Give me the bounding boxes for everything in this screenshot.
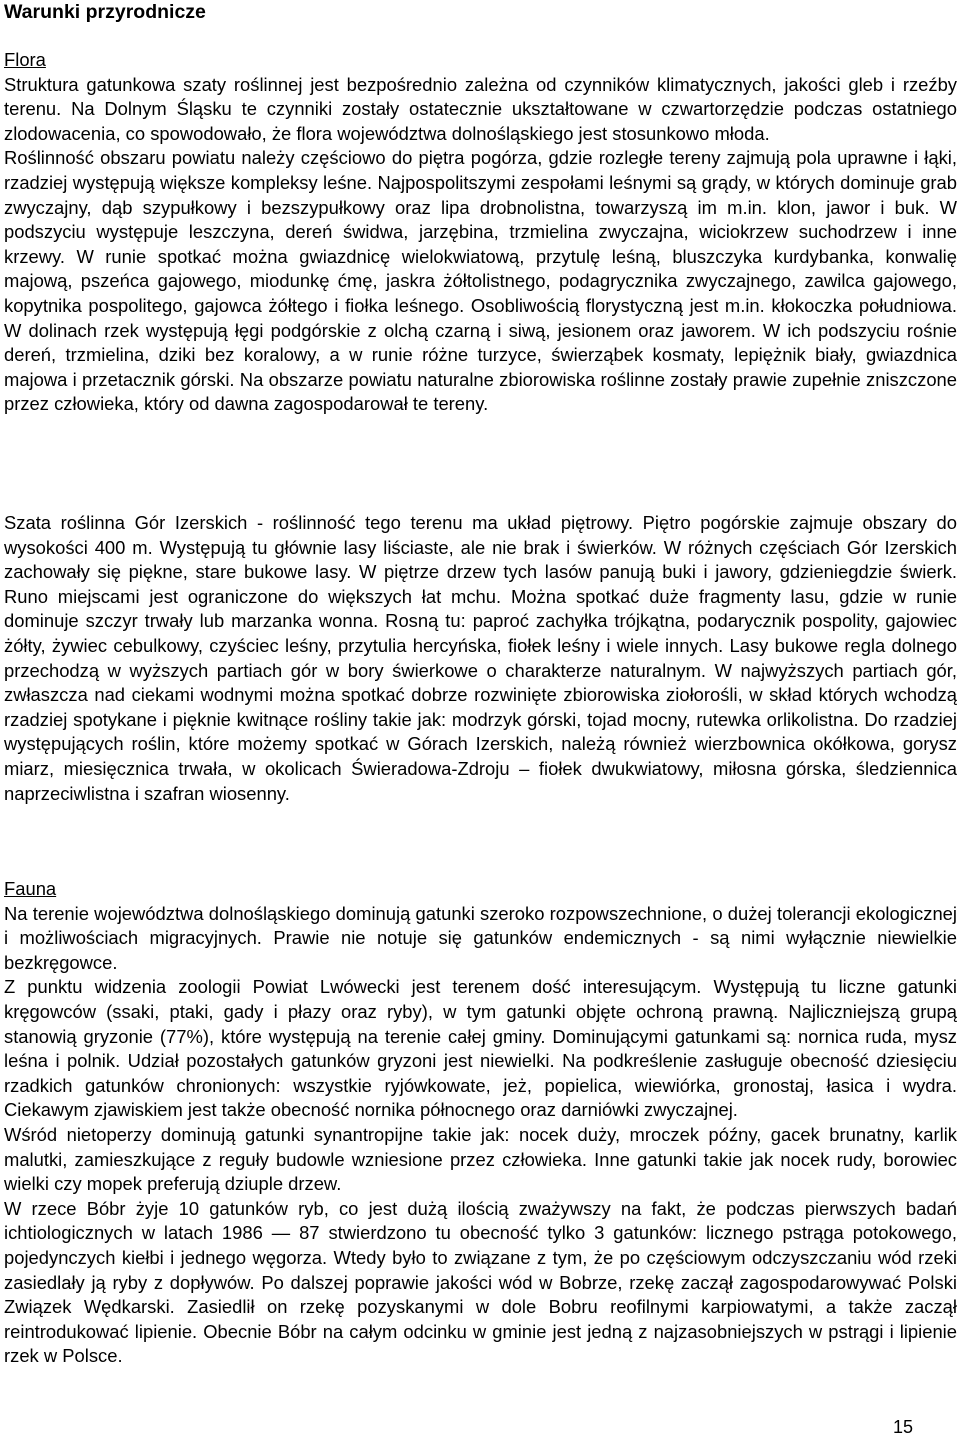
fauna-paragraph-3: Wśród nietoperzy dominują gatunki synantropijne takie jak: nocek duży, mroczek późny, gacek brunatny, karlik malutki, zamieszkujące z reguły budowle wzniesione przez człowieka. Inne gatunki takie jak nocek rudy, borowiec wielki czy mopek preferują dziuple drzew. <box>4 1123 957 1195</box>
fauna-heading: Fauna <box>4 878 57 899</box>
fauna-section <box>4 877 957 1369</box>
page-title: Warunki przyrodnicze <box>4 1 206 23</box>
flora-section <box>4 48 957 417</box>
page-number: 15 <box>893 1417 914 1437</box>
flora-paragraph-1: Struktura gatunkowa szaty roślinnej jest bezpośrednio zależna od czynników klimatycznych, jakości gleb i rzeźby terenu. Na Dolnym Śląsku te czynniki zostały ostatecznie ukształtowane w czwartorzędzie podczas ostatniego zlodowacenia, co spowodowało, że flora województwa dolnośląskiego jest stosunkowo młoda. <box>4 73 957 144</box>
flora-heading: Flora <box>4 49 46 70</box>
fauna-paragraph-1: Na terenie województwa dolnośląskiego dominują gatunki szeroko rozpowszechnione, o dużej tolerancji ekologicznej i możliwościach migracyjnych. Prawie nie notuje się gatunków endemicznych - są nimi wyłącznie niewielkie bezkręgowce. <box>4 902 957 973</box>
flora-paragraph-3: Szata roślinna Gór Izerskich - roślinność tego terenu ma układ piętrowy. Piętro pogórskie zajmuje obszary do wysokości 400 m. Występują tu głównie lasy liściaste, ale nie brak i świerków. W różnych częściach Gór Izerskich zachowały się piękne, stare bukowe lasy. W piętrze drzew tych lasów panują buki i jawory, gdzieniegdzie świerk. Runo miejscami jest ograniczone do większych łat mchu. Można spotkać duże fragmenty lasu, gdzie w runie dominuje szczyr trwały lub marzanka wonna. Rosną tu: paproć zachyłka trójkątna, podarycznik pospolity, gajowiec żółty, żywiec cebulkowy, czyściec leśny, przytulia hercyńska, fiołek leśny i wiele innych. Lasy bukowe regla dolnego przechodzą w wyższych partiach gór w bory świerkowe o charakterze naturalnym. W najwyższych partiach gór, zwłaszcza nad ciekami wodnymi można spotkać dobrze rozwinięte zbiorowiska ziołorośli, w skład których wchodzą rzadziej spotykane i pięknie kwitnące rośliny takie jak: modrzyk górski, tojad mocny, rutewka orlikolistna. Do rzadziej występujących roślin, które możemy spotkać w Górach Izerskich, należą również wierzbownica okółkowa, gorysz miarz, miesięcznica trwała, w okolicach Świeradowa-Zdroju – fiołek dwukwiatowy, miłosna górska, śledziennica naprzeciwlistna i szafran wiosenny. <box>4 512 957 804</box>
flora-section-mountains <box>4 511 957 806</box>
fauna-paragraph-2: Z punktu widzenia zoologii Powiat Lwówecki jest terenem dość interesującym. Występują tu liczne gatunki kręgowców (ssaki, ptaki, gady i płazy oraz ryby), w tym gatunki objęte ochroną prawną. Najliczniejszą grupą stanowią gryzonie (77%), które występują na terenie całej gminy. Dominującymi gatunkami są: nornica ruda, mysz leśna i polnik. Udział pozostałych gatunków gryzoni jest niewielki. Na podkreślenie zasługuje obecność dziesięciu rzadkich gatunków chronionych: wszystkie ryjówkowate, jeż, popielica, wiewiórka, gronostaj, łasica i wydra. Ciekawym zjawiskiem jest także obecność nornika północnego oraz darniówki zwyczajnej. <box>4 976 957 1121</box>
fauna-paragraph-4: W rzece Bóbr żyje 10 gatunków ryb, co jest dużą ilością zważywszy na fakt, że podczas pierwszych badań ichtiologicznych w latach 1986 — 87 stwierdzono tu obecność tylko 3 gatunków: licznego pstrąga potokowego, pojedynczych kiełbi i jednego węgorza. Wtedy było to związane z tym, że po częściowym odczyszczaniu wód rzeki zasiedlały ją ryby z dopływów. Po dalszej poprawie jakości wód w Bobrze, rzekę zaczął zagospodarowywać Polski Związek Wędkarski. Zasiedlił on rzekę pozyskanymi w dole Bobru reofilnymi karpiowatymi, a także zaczął reintrodukować lipienie. Obecnie Bóbr na całym odcinku w gminie jest jedną z najzasobniejszych w pstrągi i lipienie rzek w Polsce. <box>4 1197 957 1367</box>
flora-paragraph-2: Roślinność obszaru powiatu należy częściowo do piętra pogórza, gdzie rozległe tereny zajmują pola uprawne i łąki, rzadziej występują większe kompleksy leśne. Najpospolitszymi zespołami leśnymi są grądy, w których dominuje grab zwyczajny, dąb szypułkowy i bezszypułkowy oraz lipa drobnolistna, towarzyszą im m.in. klon, jawor i buk. W podszyciu występuje leszczyna, dereń świdwa, jarzębina, trzmielina zwyczajna, wiciokrzew suchodrzew i inne krzewy. W runie spotkać można gwiazdnicę wielokwiatową, przytulę leśną, bluszczyka kurdybanka, konwalię majową, pszeńca gajowego, miodunkę ćmę, jaskra żółtolistnego, podagrycznika zwyczajnego, zawilca gajowego, kopytnika pospolitego, gajowca żółtego i fiołka leśnego. Osobliwością florystyczną jest m.in. kłokoczka południowa. W dolinach rzek występują łęgi podgórskie z olchą czarną i siwą, jesionem oraz jaworem. W ich podszyciu rośnie dereń, trzmielina, dziki bez koralowy, a w runie różne turzyce, świerząbek kosmaty, lepiężnik biały, gwiazdnica majowa i przetacznik górski. Na obszarze powiatu naturalne zbiorowiska roślinne zostały prawie zupełnie zniszczone przez człowieka, który od dawna zagospodarował te tereny. <box>4 147 957 415</box>
